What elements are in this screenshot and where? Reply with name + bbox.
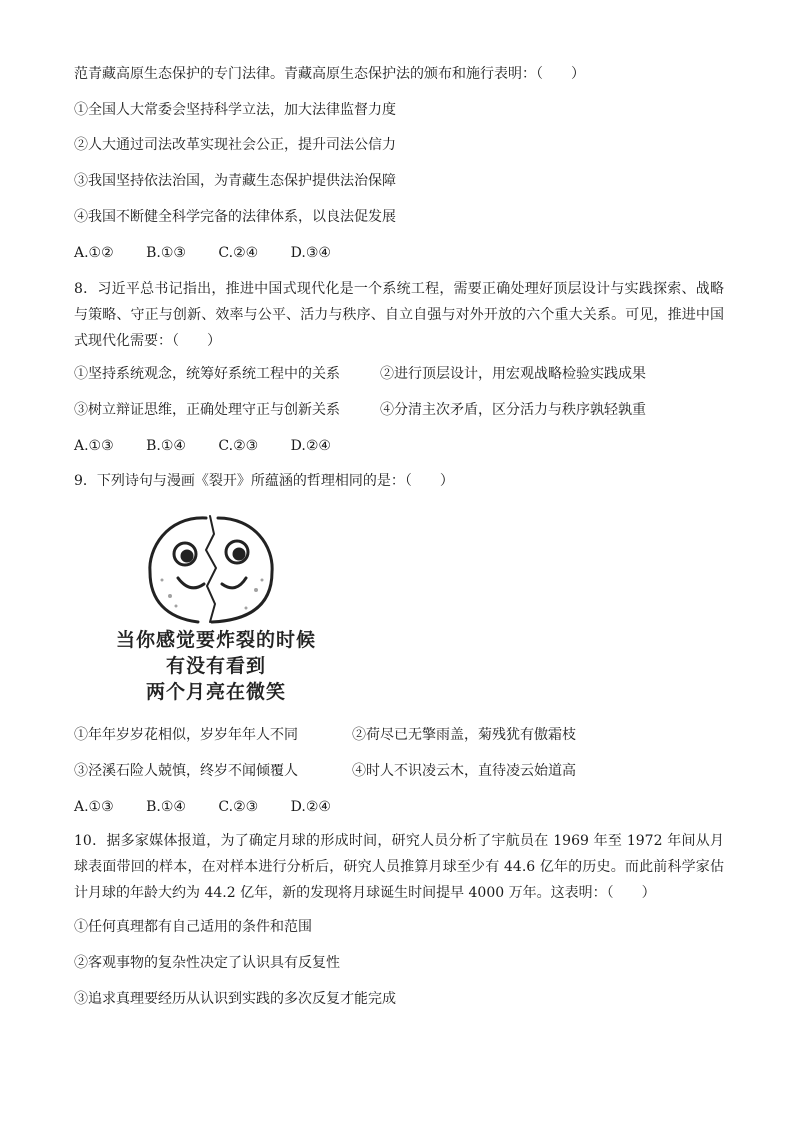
- q7-stem-tail: 范青藏高原生态保护的专门法律。青藏高原生态保护法的颁布和施行表明：（ ）: [74, 66, 585, 82]
- q10-option-2: ②客观事物的复杂性决定了认识具有反复性: [74, 955, 340, 971]
- q7-option-1: ①全国人大常委会坚持科学立法，加大法律监督力度: [74, 102, 396, 118]
- cartoon-caption-line-1: 当你感觉要炸裂的时候: [115, 629, 316, 651]
- q7-answer-c: C.②④: [218, 245, 259, 261]
- q10-option-3: ③追求真理要经历从认识到实践的多次反复才能完成: [74, 991, 396, 1007]
- q7-answer-choices: [74, 243, 359, 263]
- q7-option-3: ③我国坚持依法治国，为青藏生态保护提供法治保障: [74, 173, 396, 189]
- q9-answer-b: B.①④: [146, 799, 186, 815]
- cartoon-caption-line-2: 有没有看到: [165, 655, 266, 677]
- q7-option-4: ④我国不断健全科学完备的法律体系，以良法促发展: [74, 209, 396, 225]
- q10-stem: 10．据多家媒体报道，为了确定月球的形成时间，研究人员分析了宇航员在 1969 年至 1972 年间从月球表面带回的样本，在对样本进行分析后，研究人员推算月球至少有 44.6 亿年的历史。而此前科学家估计月球的年龄大约为 44.2 亿年，新的发现将月球诞生时间提早 4000 万年。这表明：（ ）: [74, 833, 724, 901]
- q9-option-1: ①年年岁岁花相似，岁岁年年人不同: [74, 727, 298, 743]
- q7-answer-b: B.①③: [146, 245, 186, 261]
- q8-option-2: ②进行顶层设计，用宏观战略检验实践成果: [380, 366, 646, 382]
- q9-answer-d: D.②④: [290, 799, 331, 815]
- q8-option-4: ④分清主次矛盾，区分活力与秩序孰轻孰重: [380, 402, 646, 418]
- q8-answer-d: D.②④: [290, 438, 331, 454]
- q8-answer-c: C.②③: [218, 438, 259, 454]
- q10-option-1: ①任何真理都有自己适用的条件和范围: [74, 919, 312, 935]
- q9-stem: 9．下列诗句与漫画《裂开》所蕴涵的哲理相同的是：（ ）: [74, 473, 454, 489]
- q9-option-2: ②荷尽已无擎雨盖，菊残犹有傲霜枝: [352, 727, 576, 743]
- q9-option-4: ④时人不识凌云木，直待凌云始道高: [352, 763, 576, 779]
- q9-answer-c: C.②③: [218, 799, 259, 815]
- q8-answer-choices: [74, 436, 359, 456]
- q9-answer-choices: [74, 797, 359, 817]
- q7-answer-a: A.①②: [74, 245, 114, 261]
- q8-option-1: ①坚持系统观念，统筹好系统工程中的关系: [74, 366, 340, 382]
- q7-answer-d: D.③④: [290, 245, 331, 261]
- q8-option-3: ③树立辩证思维，正确处理守正与创新关系: [74, 402, 340, 418]
- q7-option-2: ②人大通过司法改革实现社会公正，提升司法公信力: [74, 137, 396, 153]
- q8-answer-b: B.①④: [146, 438, 186, 454]
- q8-answer-a: A.①③: [74, 438, 114, 454]
- q9-option-3: ③泾溪石险人兢慎，终岁不闻倾覆人: [74, 763, 298, 779]
- cartoon-caption-line-3: 两个月亮在微笑: [145, 681, 286, 703]
- q9-answer-a: A.①③: [74, 799, 114, 815]
- q8-stem: 8．习近平总书记指出，推进中国式现代化是一个系统工程，需要正确处理好顶层设计与实践探索、战略与策略、守正与创新、效率与公平、活力与秩序、自立自强与对外开放的六个重大关系。可见，推进中国式现代化需要：（ ）: [74, 281, 724, 349]
